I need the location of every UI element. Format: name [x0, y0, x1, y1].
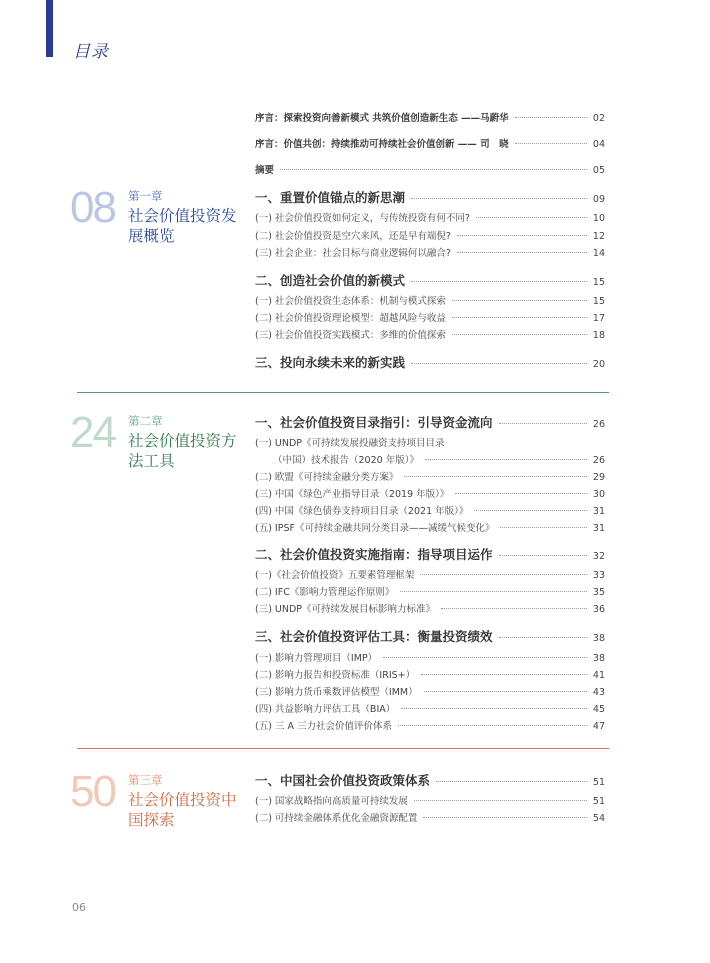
toc-item[interactable]: (二) 社会价值投资理论模型：超越风险与收益 17	[255, 313, 605, 324]
toc-item[interactable]: (五) 三 A 三力社会价值评价体系 47	[255, 721, 605, 732]
toc-item[interactable]: (一) 社会价值投资生态体系：机制与模式探索 15	[255, 296, 605, 307]
toc-item[interactable]: (三) 影响力货币乘数评估模型（IMM） 43	[255, 687, 605, 698]
toc-entry-preface-2[interactable]: 序言：价值共创：持续推动可持续社会价值创新 —— 司 晓 04	[255, 139, 605, 150]
toc-item[interactable]: (四) 中国《绿色债券支持项目目录（2021 年版）》 31	[255, 506, 605, 517]
toc-item[interactable]: (二) 社会价值投资是空穴来风，还是早有端倪? 12	[255, 231, 605, 242]
toc-item[interactable]: (二) 可持续金融体系优化金融资源配置 54	[255, 813, 605, 824]
toc-item[interactable]: (二) 欧盟《可持续金融分类方案》 29	[255, 472, 605, 483]
chapter-label: 第三章	[128, 773, 163, 787]
chapter-number: 50	[70, 767, 115, 816]
header-accent-bar	[46, 0, 53, 57]
chapter-divider	[77, 392, 609, 393]
toc-item[interactable]: (二) IFC《影响力管理运作原则》 35	[255, 587, 605, 598]
toc-entry-preface-1[interactable]: 序言：探索投资向善新模式 共筑价值创造新生态 ——马蔚华 02	[255, 113, 605, 124]
toc-section[interactable]: 一、社会价值投资目录指引：引导资金流向 26	[255, 415, 605, 430]
toc-item[interactable]: （中国）技术报告（2020 年版）》 26	[273, 455, 605, 466]
toc-item[interactable]: (一)《社会价值投资》五要素管理框架 33	[255, 570, 605, 581]
toc-item[interactable]: (一) 社会价值投资如何定义，与传统投资有何不同? 10	[255, 213, 605, 224]
toc-section[interactable]: 二、创造社会价值的新模式 15	[255, 273, 605, 288]
toc-item[interactable]: (三) 社会价值投资实践模式：多维的价值探索 18	[255, 330, 605, 341]
toc-section[interactable]: 一、中国社会价值投资政策体系 51	[255, 773, 605, 788]
page-title: 目录	[73, 42, 109, 62]
chapter-number: 24	[70, 408, 115, 457]
toc-entry-abstract[interactable]: 摘要 05	[255, 165, 605, 176]
toc-item[interactable]: (一) 影响力管理项目（IMP） 38	[255, 653, 605, 664]
toc-item[interactable]: (五) IPSF《可持续金融共同分类目录——减缓气候变化》 31	[255, 523, 605, 534]
toc-item[interactable]: (三) UNDP《可持续发展目标影响力标准》 36	[255, 604, 605, 615]
toc-section[interactable]: 三、社会价值投资评估工具：衡量投资绩效 38	[255, 629, 605, 644]
chapter-title: 社会价值投资中国探索	[128, 791, 237, 829]
chapter-label: 第二章	[128, 414, 163, 428]
page-number: 06	[72, 901, 86, 914]
toc-item[interactable]: (二) 影响力报告和投资标准（IRIS+） 41	[255, 670, 605, 681]
chapter-title: 社会价值投资方法工具	[128, 432, 237, 470]
toc-item[interactable]: (一) UNDP《可持续发展投融资支持项目目录	[255, 438, 445, 449]
chapter-title: 社会价值投资发展概览	[128, 207, 237, 245]
toc-item[interactable]: (四) 共益影响力评估工具（BIA） 45	[255, 704, 605, 715]
chapter-number: 08	[70, 183, 115, 232]
toc-item[interactable]: (三) 中国《绿色产业指导目录（2019 年版）》 30	[255, 489, 605, 500]
toc-section[interactable]: 二、社会价值投资实施指南：指导项目运作 32	[255, 547, 605, 562]
chapter-divider	[77, 748, 609, 749]
toc-item[interactable]: (三) 社会企业：社会目标与商业逻辑何以融合? 14	[255, 248, 605, 259]
toc-item[interactable]: (一) 国家战略指向高质量可持续发展 51	[255, 796, 605, 807]
chapter-label: 第一章	[128, 189, 163, 203]
toc-section[interactable]: 三、投向永续未来的新实践 20	[255, 355, 605, 370]
toc-section[interactable]: 一、重置价值锚点的新思潮 09	[255, 190, 605, 205]
